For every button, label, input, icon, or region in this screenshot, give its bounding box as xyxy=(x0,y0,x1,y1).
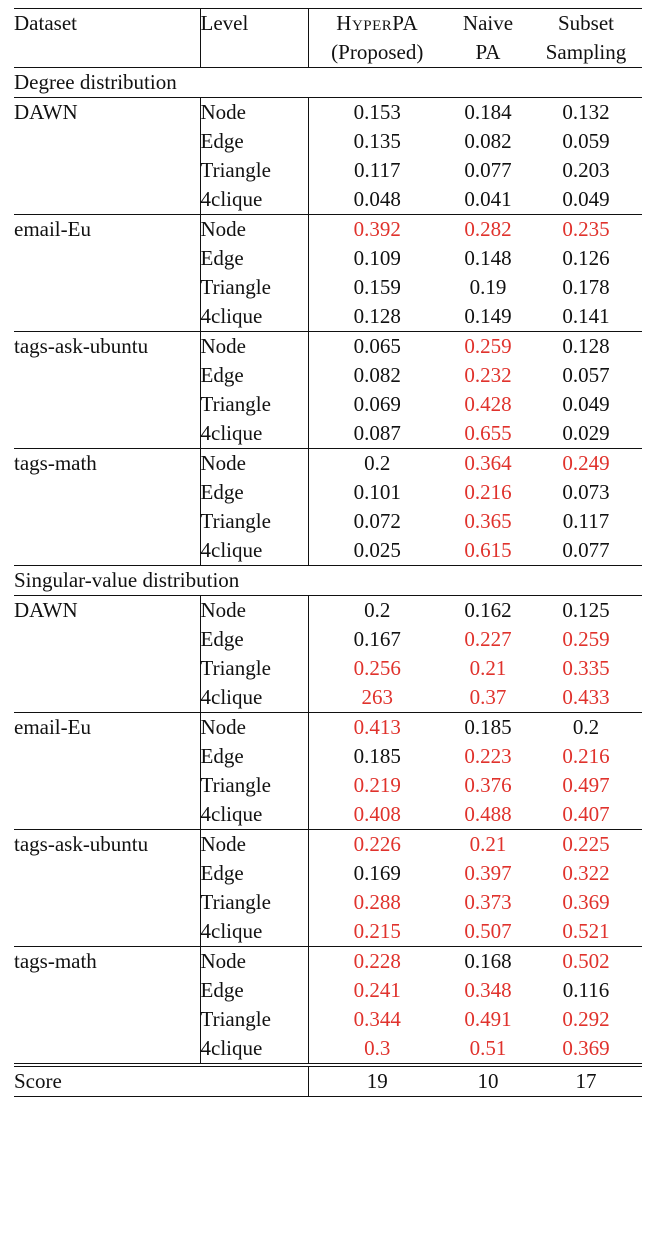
hyperpa-value: 0.153 xyxy=(308,98,446,128)
level-cell: Node xyxy=(200,215,308,245)
table-row xyxy=(14,419,642,449)
subset-sampling-value: 0.077 xyxy=(530,536,642,566)
naive-pa-value: 0.376 xyxy=(464,773,512,797)
level-cell: Node xyxy=(200,713,308,743)
table-row xyxy=(14,302,642,332)
level-cell: 4clique xyxy=(200,536,308,566)
dataset-cell: tags-math xyxy=(14,949,97,973)
level-cell: Node xyxy=(200,830,308,860)
subset-sampling-value: 0.125 xyxy=(562,598,610,622)
table-row xyxy=(14,976,642,1005)
subset-sampling-value: 0.322 xyxy=(562,861,610,885)
subset-sampling-value: 0.128 xyxy=(562,334,610,358)
hyperpa-value: 0.3 xyxy=(308,1034,446,1065)
subset-sampling-value: 0.059 xyxy=(562,129,610,153)
score-level-empty xyxy=(200,1065,308,1097)
level-cell: Edge xyxy=(200,244,308,273)
hyperpa-value: 0.159 xyxy=(308,273,446,302)
dataset-cell: tags-ask-ubuntu xyxy=(14,832,149,856)
results-table xyxy=(14,8,642,1097)
hyperpa-value: 0.413 xyxy=(308,713,446,743)
hyperpa-value: 263 xyxy=(308,683,446,713)
hyperpa-value: 0.219 xyxy=(308,771,446,800)
subset-sampling-value: 0.407 xyxy=(530,800,642,830)
naive-pa-value: 0.162 xyxy=(464,598,512,622)
hyperpa-value: 0.226 xyxy=(308,830,446,860)
section-title: Singular-value distribution xyxy=(14,566,642,596)
level-cell: Node xyxy=(200,332,308,362)
table-row xyxy=(14,917,642,947)
naive-pa-value: 0.232 xyxy=(464,363,512,387)
dataset-cell xyxy=(14,507,200,536)
level-cell: Edge xyxy=(200,127,308,156)
hyperpa-value: 0.408 xyxy=(308,800,446,830)
level-cell: 4clique xyxy=(200,302,308,332)
subset-sampling-value: 0.369 xyxy=(562,1036,610,1060)
subset-sampling-value: 0.497 xyxy=(562,773,610,797)
dataset-cell xyxy=(14,244,200,273)
dataset-cell xyxy=(14,625,200,654)
level-cell: 4clique xyxy=(200,917,308,947)
hyperpa-value: 0.135 xyxy=(308,127,446,156)
subset-sampling-value: 0.049 xyxy=(562,392,610,416)
level-cell: Node xyxy=(200,596,308,626)
level-cell: Triangle xyxy=(200,888,308,917)
score-label: Score xyxy=(14,1065,200,1097)
subset-sampling-value: 0.126 xyxy=(562,246,610,270)
table-row xyxy=(14,185,642,215)
table-row xyxy=(14,244,642,273)
table-row xyxy=(14,507,642,536)
table-row xyxy=(14,947,642,977)
hyperpa-value: 0.169 xyxy=(308,859,446,888)
table-row xyxy=(14,654,642,683)
hyperpa-value: 0.241 xyxy=(308,976,446,1005)
hyperpa-value: 0.392 xyxy=(308,215,446,245)
level-cell: 4clique xyxy=(200,185,308,215)
naive-pa-value: 0.428 xyxy=(464,392,512,416)
naive-pa-value: 0.51 xyxy=(469,1036,507,1060)
subset-sampling-value: 0.2 xyxy=(572,715,600,739)
dataset-cell xyxy=(14,683,200,713)
naive-pa-value: 0.397 xyxy=(464,861,512,885)
dataset-cell xyxy=(14,536,200,566)
dataset-cell xyxy=(14,859,200,888)
hyperpa-value: 0.215 xyxy=(308,917,446,947)
table-row xyxy=(14,625,642,654)
level-cell: Triangle xyxy=(200,1005,308,1034)
table-row xyxy=(14,1034,642,1065)
header-level: Level xyxy=(200,9,308,68)
subset-sampling-value: 0.502 xyxy=(562,949,610,973)
dataset-cell: tags-ask-ubuntu xyxy=(14,334,149,358)
table-row xyxy=(14,859,642,888)
subset-sampling-value: 0.073 xyxy=(562,480,610,504)
dataset-cell xyxy=(14,478,200,507)
dataset-cell xyxy=(14,361,200,390)
level-cell: 4clique xyxy=(200,683,308,713)
table-row xyxy=(14,390,642,419)
naive-pa-value: 0.373 xyxy=(464,890,512,914)
table-row xyxy=(14,215,642,245)
hyperpa-value: 0.101 xyxy=(308,478,446,507)
level-cell: 4clique xyxy=(200,800,308,830)
hyperpa-value: 0.109 xyxy=(308,244,446,273)
naive-pa-value: 0.364 xyxy=(464,451,512,475)
naive-pa-value: 0.21 xyxy=(469,656,507,680)
subset-sampling-value: 0.433 xyxy=(530,683,642,713)
table-row xyxy=(14,683,642,713)
naive-pa-value: 0.077 xyxy=(464,158,512,182)
naive-pa-value: 0.223 xyxy=(464,744,512,768)
dataset-cell xyxy=(14,185,200,215)
dataset-cell: DAWN xyxy=(14,598,78,622)
section-row xyxy=(14,68,642,98)
naive-pa-value: 0.082 xyxy=(464,129,512,153)
naive-pa-value: 0.216 xyxy=(464,480,512,504)
subset-sampling-value: 0.259 xyxy=(562,627,610,651)
dataset-cell: tags-math xyxy=(14,451,97,475)
hyperpa-value: 0.082 xyxy=(308,361,446,390)
header-row xyxy=(14,9,642,68)
naive-pa-value: 0.149 xyxy=(446,302,530,332)
dataset-cell xyxy=(14,654,200,683)
hyperpa-value: 0.128 xyxy=(308,302,446,332)
level-cell: Edge xyxy=(200,478,308,507)
table-row xyxy=(14,156,642,185)
level-cell: 4clique xyxy=(200,419,308,449)
subset-sampling-value: 0.225 xyxy=(562,832,610,856)
header-dataset: Dataset xyxy=(14,9,200,68)
subset-sampling-value: 0.178 xyxy=(562,275,610,299)
hyperpa-value: 0.025 xyxy=(308,536,446,566)
dataset-cell: DAWN xyxy=(14,100,78,124)
hyperpa-value: 0.087 xyxy=(308,419,446,449)
naive-pa-value: 0.507 xyxy=(446,917,530,947)
level-cell: Triangle xyxy=(200,654,308,683)
header-hyperpa-proposed: (Proposed) xyxy=(331,40,424,64)
header-naive-pa: Naive PA xyxy=(446,9,530,68)
naive-pa-value: 0.227 xyxy=(464,627,512,651)
table-row xyxy=(14,98,642,128)
subset-sampling-value: 0.216 xyxy=(562,744,610,768)
hyperpa-value: 0.2 xyxy=(308,449,446,479)
table-row xyxy=(14,713,642,743)
subset-sampling-value: 0.335 xyxy=(562,656,610,680)
naive-pa-value: 0.655 xyxy=(446,419,530,449)
level-cell: Triangle xyxy=(200,156,308,185)
hyperpa-value: 0.117 xyxy=(308,156,446,185)
subset-sampling-value: 0.132 xyxy=(562,100,610,124)
naive-pa-value: 0.615 xyxy=(446,536,530,566)
level-cell: Node xyxy=(200,947,308,977)
dataset-cell: email-Eu xyxy=(14,217,91,241)
dataset-cell: email-Eu xyxy=(14,715,91,739)
hyperpa-value: 0.069 xyxy=(308,390,446,419)
hyperpa-value: 0.167 xyxy=(308,625,446,654)
hyperpa-value: 0.065 xyxy=(308,332,446,362)
dataset-cell xyxy=(14,419,200,449)
table-row xyxy=(14,800,642,830)
table-row xyxy=(14,127,642,156)
header-hyperpa xyxy=(308,9,446,68)
subset-sampling-value: 0.049 xyxy=(530,185,642,215)
subset-sampling-value: 0.249 xyxy=(562,451,610,475)
level-cell: Edge xyxy=(200,361,308,390)
level-cell: Node xyxy=(200,98,308,128)
section-row xyxy=(14,566,642,596)
level-cell: Edge xyxy=(200,742,308,771)
hyperpa-value: 0.344 xyxy=(308,1005,446,1034)
naive-pa-value: 0.37 xyxy=(446,683,530,713)
naive-pa-value: 0.185 xyxy=(464,715,512,739)
section-title: Degree distribution xyxy=(14,68,642,98)
dataset-cell xyxy=(14,127,200,156)
dataset-cell xyxy=(14,156,200,185)
naive-pa-value: 0.365 xyxy=(464,509,512,533)
table-row xyxy=(14,830,642,860)
dataset-cell xyxy=(14,273,200,302)
dataset-cell xyxy=(14,800,200,830)
naive-pa-value: 0.282 xyxy=(464,217,512,241)
hyperpa-value: 0.288 xyxy=(308,888,446,917)
hyperpa-value: 0.256 xyxy=(308,654,446,683)
dataset-cell xyxy=(14,742,200,771)
table-row xyxy=(14,596,642,626)
table-row xyxy=(14,1005,642,1034)
level-cell: Triangle xyxy=(200,771,308,800)
table-row xyxy=(14,332,642,362)
dataset-cell xyxy=(14,888,200,917)
level-cell: Edge xyxy=(200,625,308,654)
header-hyperpa-name: HyperPA xyxy=(336,11,419,35)
hyperpa-value: 0.228 xyxy=(308,947,446,977)
score-subset-sampling: 17 xyxy=(530,1065,642,1097)
level-cell: 4clique xyxy=(200,1034,308,1065)
table-row xyxy=(14,742,642,771)
subset-sampling-value: 0.141 xyxy=(530,302,642,332)
subset-sampling-value: 0.057 xyxy=(562,363,610,387)
header-subset-sampling: Subset Sampling xyxy=(530,9,642,68)
level-cell: Node xyxy=(200,449,308,479)
hyperpa-value: 0.185 xyxy=(308,742,446,771)
level-cell: Edge xyxy=(200,976,308,1005)
naive-pa-value: 0.259 xyxy=(464,334,512,358)
score-hyperpa: 19 xyxy=(308,1065,446,1097)
hyperpa-value: 0.048 xyxy=(308,185,446,215)
dataset-cell xyxy=(14,976,200,1005)
naive-pa-value: 0.168 xyxy=(464,949,512,973)
subset-sampling-value: 0.292 xyxy=(562,1007,610,1031)
naive-pa-value: 0.041 xyxy=(446,185,530,215)
dataset-cell xyxy=(14,390,200,419)
hyperpa-value: 0.2 xyxy=(308,596,446,626)
naive-pa-value: 0.488 xyxy=(446,800,530,830)
dataset-cell xyxy=(14,1005,200,1034)
naive-pa-value: 0.348 xyxy=(464,978,512,1002)
subset-sampling-value: 0.116 xyxy=(562,978,610,1002)
naive-pa-value: 0.19 xyxy=(469,275,507,299)
subset-sampling-value: 0.203 xyxy=(562,158,610,182)
table-body xyxy=(14,68,642,1066)
subset-sampling-value: 0.117 xyxy=(562,509,610,533)
dataset-cell xyxy=(14,302,200,332)
subset-sampling-value: 0.369 xyxy=(562,890,610,914)
dataset-cell xyxy=(14,917,200,947)
dataset-cell xyxy=(14,771,200,800)
table-row xyxy=(14,361,642,390)
naive-pa-value: 0.21 xyxy=(469,832,507,856)
table-row xyxy=(14,478,642,507)
naive-pa-value: 0.184 xyxy=(464,100,512,124)
table-row xyxy=(14,273,642,302)
table-row xyxy=(14,536,642,566)
naive-pa-value: 0.148 xyxy=(464,246,512,270)
dataset-cell xyxy=(14,1034,200,1065)
table-row xyxy=(14,449,642,479)
subset-sampling-value: 0.521 xyxy=(530,917,642,947)
table-row xyxy=(14,888,642,917)
level-cell: Edge xyxy=(200,859,308,888)
level-cell: Triangle xyxy=(200,507,308,536)
subset-sampling-value: 0.235 xyxy=(562,217,610,241)
score-row xyxy=(14,1065,642,1097)
subset-sampling-value: 0.029 xyxy=(530,419,642,449)
table-row xyxy=(14,771,642,800)
level-cell: Triangle xyxy=(200,390,308,419)
naive-pa-value: 0.491 xyxy=(464,1007,512,1031)
hyperpa-value: 0.072 xyxy=(308,507,446,536)
score-naive-pa: 10 xyxy=(446,1065,530,1097)
level-cell: Triangle xyxy=(200,273,308,302)
